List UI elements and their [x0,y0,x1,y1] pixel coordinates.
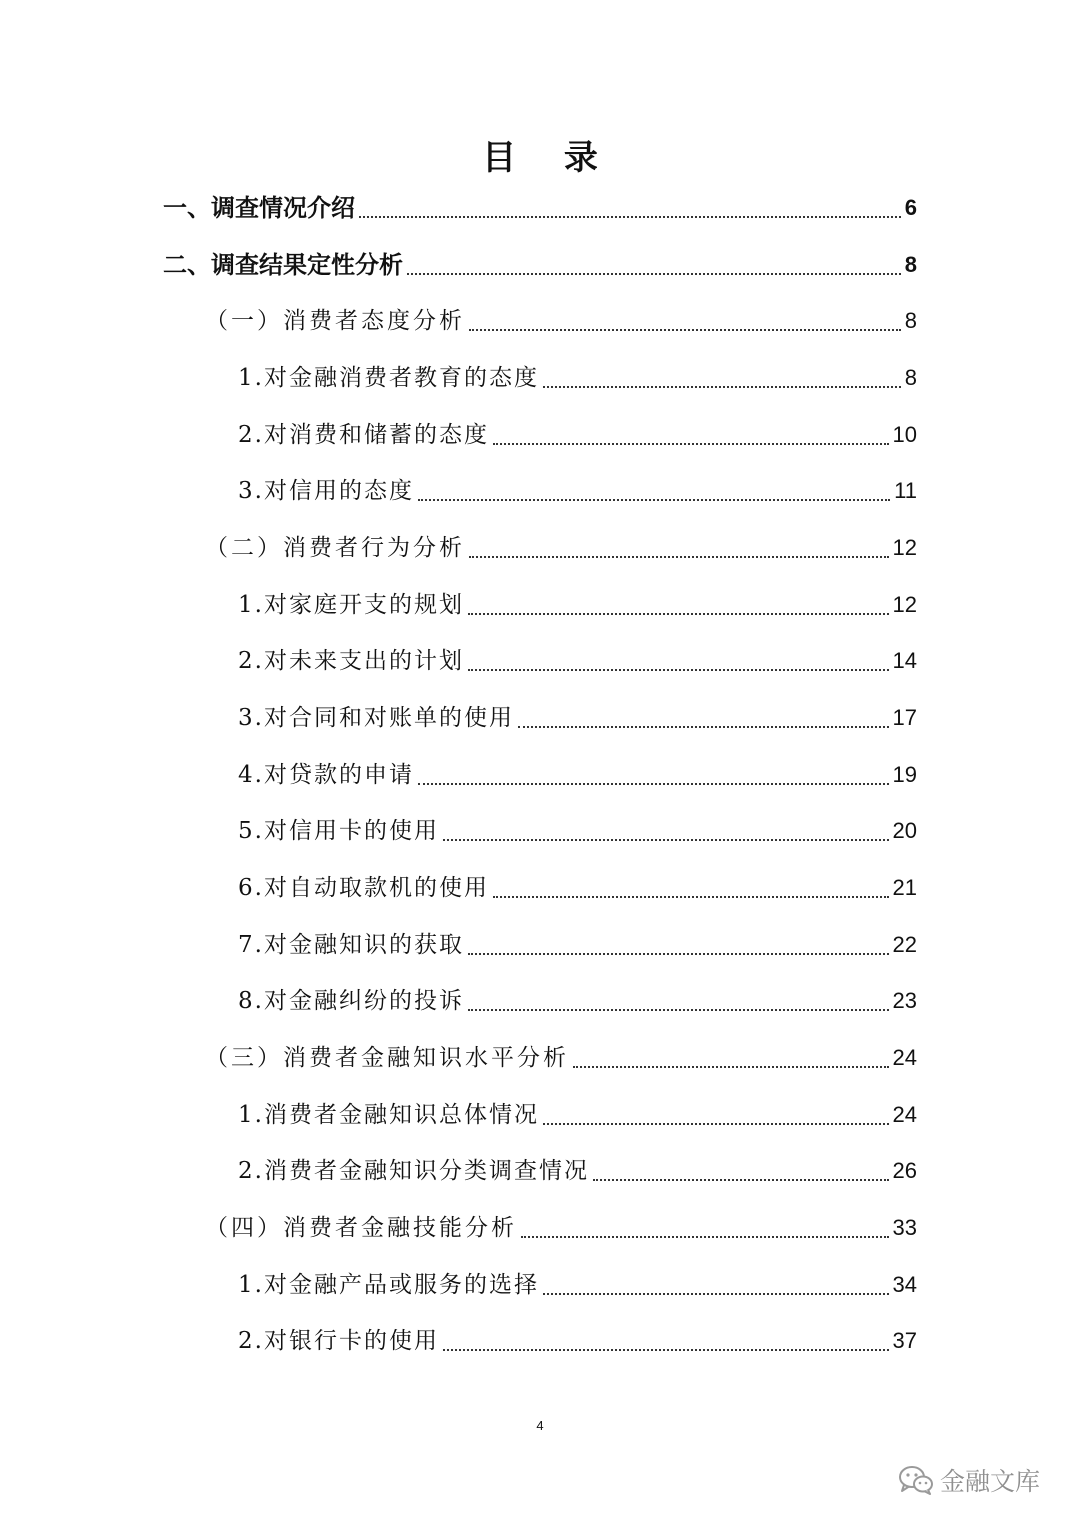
toc-entry-text: 2.对未来支出的计划 [238,648,464,674]
toc-entry-text: 2.消费者金融知识分类调查情况 [238,1158,589,1184]
toc-entry-text: 1.对金融消费者教育的态度 [238,365,539,391]
toc-entry[interactable] [205,1038,917,1078]
dot-leader [468,669,889,671]
toc-entry[interactable] [238,1321,917,1361]
dot-leader [468,1009,889,1011]
dot-leader [418,499,890,501]
toc-entry-text: （二）消费者行为分析 [205,535,465,561]
toc-title: 目 录 [482,138,616,178]
toc-entry[interactable] [238,868,917,908]
toc-entry-page: 8 [904,252,917,277]
toc-entry-page: 17 [892,705,917,730]
toc-entry-text: 1.消费者金融知识总体情况 [238,1102,539,1128]
toc-entry[interactable] [238,415,917,455]
toc-entry[interactable] [238,471,917,511]
toc-entry-page: 12 [892,535,917,560]
toc-entry-text: 1.对家庭开支的规划 [238,592,464,618]
toc-entry-text: 6.对自动取款机的使用 [238,875,489,901]
dot-leader [493,443,889,445]
dot-leader [443,1349,889,1351]
toc-entry-text: 8.对金融纠纷的投诉 [238,988,464,1014]
toc-entry[interactable] [163,188,917,228]
toc-entry-text: 3.对合同和对账单的使用 [238,705,514,731]
toc-entry-page: 11 [894,478,917,503]
toc-entry-page: 23 [892,988,917,1013]
toc-entry[interactable] [238,925,917,965]
toc-entry-text: 3.对信用的态度 [238,478,414,504]
dot-leader [543,386,901,388]
toc-entry[interactable] [238,1265,917,1305]
toc-entry-page: 10 [892,422,917,447]
toc-entry-page: 22 [892,932,917,957]
toc-entry-text: 2.对银行卡的使用 [238,1328,439,1354]
dot-leader [418,783,889,785]
toc-entry[interactable] [163,245,917,285]
toc-entry[interactable] [205,528,917,568]
toc-entry-page: 19 [892,762,917,787]
toc-entry-page: 6 [904,195,917,220]
toc-entry-page: 33 [892,1215,917,1240]
toc-entry-text: （一）消费者态度分析 [205,308,465,334]
toc-entry-page: 26 [892,1158,917,1183]
dot-leader [493,896,889,898]
dot-leader [359,216,901,218]
toc-entry[interactable] [205,1208,917,1248]
toc-entry[interactable] [238,641,917,681]
dot-leader [518,726,889,728]
page-number: 4 [536,1418,544,1433]
watermark-text: 金融文库 [940,1467,1041,1496]
toc-entry[interactable] [238,981,917,1021]
toc-entry[interactable] [238,811,917,851]
toc-entry-text: 7.对金融知识的获取 [238,932,464,958]
toc-entry[interactable] [238,358,917,398]
toc-entry[interactable] [238,755,917,795]
toc-entry[interactable] [238,1095,917,1135]
toc-entry-page: 34 [892,1272,917,1297]
toc-entry-page: 21 [892,875,917,900]
dot-leader [469,329,901,331]
toc-entry-text: 4.对贷款的申请 [238,762,414,788]
dot-leader [543,1123,889,1125]
toc-entry-page: 37 [892,1328,917,1353]
toc-entry-page: 24 [892,1102,917,1127]
toc-entry-text: （四）消费者金融技能分析 [205,1215,517,1241]
toc-entry-page: 20 [892,818,917,843]
toc-entry-page: 24 [892,1045,917,1070]
toc-entry[interactable] [238,1151,917,1191]
dot-leader [593,1179,889,1181]
toc-entry[interactable] [205,301,917,341]
toc-entry[interactable] [238,698,917,738]
toc-entry-page: 12 [892,592,917,617]
toc-entry-text: （三）消费者金融知识水平分析 [205,1045,569,1071]
dot-leader [468,953,889,955]
dot-leader [543,1293,889,1295]
toc-entry-text: 1.对金融产品或服务的选择 [238,1272,539,1298]
watermark [898,1462,1040,1498]
dot-leader [573,1066,889,1068]
dot-leader [521,1236,889,1238]
wechat-icon [898,1465,934,1495]
dot-leader [468,613,889,615]
toc-entry-page: 8 [904,365,917,390]
dot-leader [407,273,901,275]
toc-entry-text: 5.对信用卡的使用 [238,818,439,844]
toc-entry[interactable] [238,585,917,625]
toc-entry-text: 一、调查情况介绍 [163,194,355,222]
toc-entry-text: 2.对消费和储蓄的态度 [238,422,489,448]
toc-entry-text: 二、调查结果定性分析 [163,251,403,279]
toc-entry-page: 8 [904,308,917,333]
dot-leader [469,556,889,558]
dot-leader [443,839,889,841]
toc-entry-page: 14 [892,648,917,673]
